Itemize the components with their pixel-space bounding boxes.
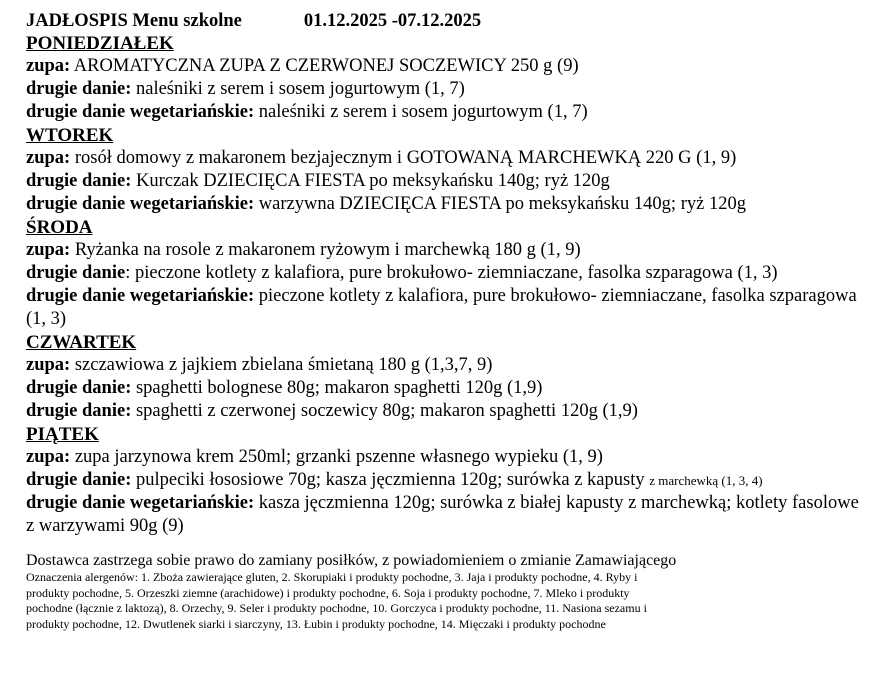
row-text: pulpeciki łososiowe 70g; kasza jęczmienna 120g; surówka z kapusty	[131, 470, 650, 490]
menu-row	[26, 492, 866, 538]
row-text: Ryżanka na rosole z makaronem ryżowym i marchewką 180 g (1, 9)	[70, 240, 581, 260]
row-text: : pieczone kotlety z kalafiora, pure brokułowo- ziemniaczane, fasolka szparagowa (1, 3)	[125, 263, 778, 283]
row-text: Kurczak DZIECIĘCA FIESTA po meksykańsku 140g; ryż 120g	[131, 171, 610, 191]
row-label: drugie danie:	[26, 470, 132, 490]
row-text: kasza jęczmienna 120g; surówka z białej kapusty z marchewką; kotlety fasolowe z warzywami 90g (9)	[26, 493, 859, 536]
day-tuesday: WTOREK	[26, 125, 114, 146]
row-label: drugie danie:	[26, 171, 132, 191]
row-label: drugie danie wegetariańskie:	[26, 493, 255, 513]
day-friday: PIĄTEK	[26, 424, 99, 445]
menu-row	[26, 170, 866, 193]
row-label: drugie danie:	[26, 79, 132, 99]
menu-row	[26, 193, 866, 216]
row-label: zupa:	[26, 355, 71, 375]
row-label: drugie danie wegetariańskie:	[26, 286, 255, 306]
menu-row	[26, 400, 866, 423]
menu-row	[26, 55, 866, 78]
menu-dates: 01.12.2025 -07.12.2025	[303, 11, 482, 31]
row-label: drugie danie	[26, 263, 126, 283]
menu-row	[26, 78, 866, 101]
row-text: spaghetti z czerwonej soczewicy 80g; makaron spaghetti 120g (1,9)	[131, 401, 638, 421]
day-monday: PONIEDZIAŁEK	[26, 33, 174, 54]
row-label: drugie danie:	[26, 401, 132, 421]
row-label: drugie danie:	[26, 378, 132, 398]
row-label: zupa:	[26, 148, 71, 168]
row-label: zupa:	[26, 447, 71, 467]
menu-row	[26, 101, 866, 124]
row-text: spaghetti bolognese 80g; makaron spaghetti 120g (1,9)	[131, 378, 543, 398]
menu-row	[26, 147, 866, 170]
row-text: szczawiowa z jajkiem zbielana śmietaną 180 g (1,3,7, 9)	[70, 355, 493, 375]
menu-title: JADŁOSPIS Menu szkolne	[26, 11, 242, 31]
menu-row	[26, 377, 866, 400]
menu-row	[26, 354, 866, 377]
menu-header	[26, 10, 866, 32]
row-text: warzywna DZIECIĘCA FIESTA po meksykańsku 140g; ryż 120g	[254, 194, 746, 214]
day-thursday: CZWARTEK	[26, 332, 137, 353]
row-label: drugie danie wegetariańskie:	[26, 194, 255, 214]
menu-document	[26, 10, 866, 632]
row-label: drugie danie wegetariańskie:	[26, 102, 255, 122]
row-text: rosół domowy z makaronem bezjajecznym i GOTOWANĄ MARCHEWKĄ 220 G (1, 9)	[70, 148, 737, 168]
allergen-legend: Oznaczenia alergenów: 1. Zboża zawierające gluten, 2. Skorupiaki i produkty pochodne, 3. Jaja i produkty pochodne, 4. Ryby i produkty pochodne, 5. Orzeszki ziemne (arachidowe) i produkty pochodne, 6. Soja i produkty pochodne, 7. Mleko i produkty pochodne (łącznie z laktozą), 8. Orzechy, 9. Seler i produkty pochodne, 10. Gorczyca i produkty pochodne, 11. Nasiona sezamu i produkty pochodne, 12. Dwutlenek siarki i siarczyny, 13. Łubin i produkty pochodne, 14. Mięczaki i produkty pochodne	[26, 570, 647, 631]
row-text: AROMATYCZNA ZUPA Z CZERWONEJ SOCZEWICY 250 g (9)	[70, 56, 579, 76]
menu-row	[26, 469, 866, 492]
menu-row	[26, 239, 866, 262]
row-text: naleśniki z serem i sosem jogurtowym (1, 7)	[131, 79, 465, 99]
row-label: zupa:	[26, 240, 71, 260]
row-text-small: z marchewką (1, 3, 4)	[649, 473, 763, 488]
menu-row	[26, 446, 866, 469]
row-text: pieczone kotlety z kalafiora, pure brokułowo- ziemniaczane, fasolka szparagowa (1, 3)	[26, 286, 857, 329]
supplier-notice: Dostawca zastrzega sobie prawo do zamiany posiłków, z powiadomieniem o zmianie Zamawiającego	[26, 552, 677, 569]
row-text: naleśniki z serem i sosem jogurtowym (1, 7)	[254, 102, 588, 122]
day-wednesday: ŚRODA	[26, 217, 93, 238]
menu-row	[26, 262, 866, 285]
menu-row	[26, 285, 866, 331]
row-text: zupa jarzynowa krem 250ml; grzanki pszenne własnego wypieku (1, 9)	[70, 447, 603, 467]
row-label: zupa:	[26, 56, 71, 76]
